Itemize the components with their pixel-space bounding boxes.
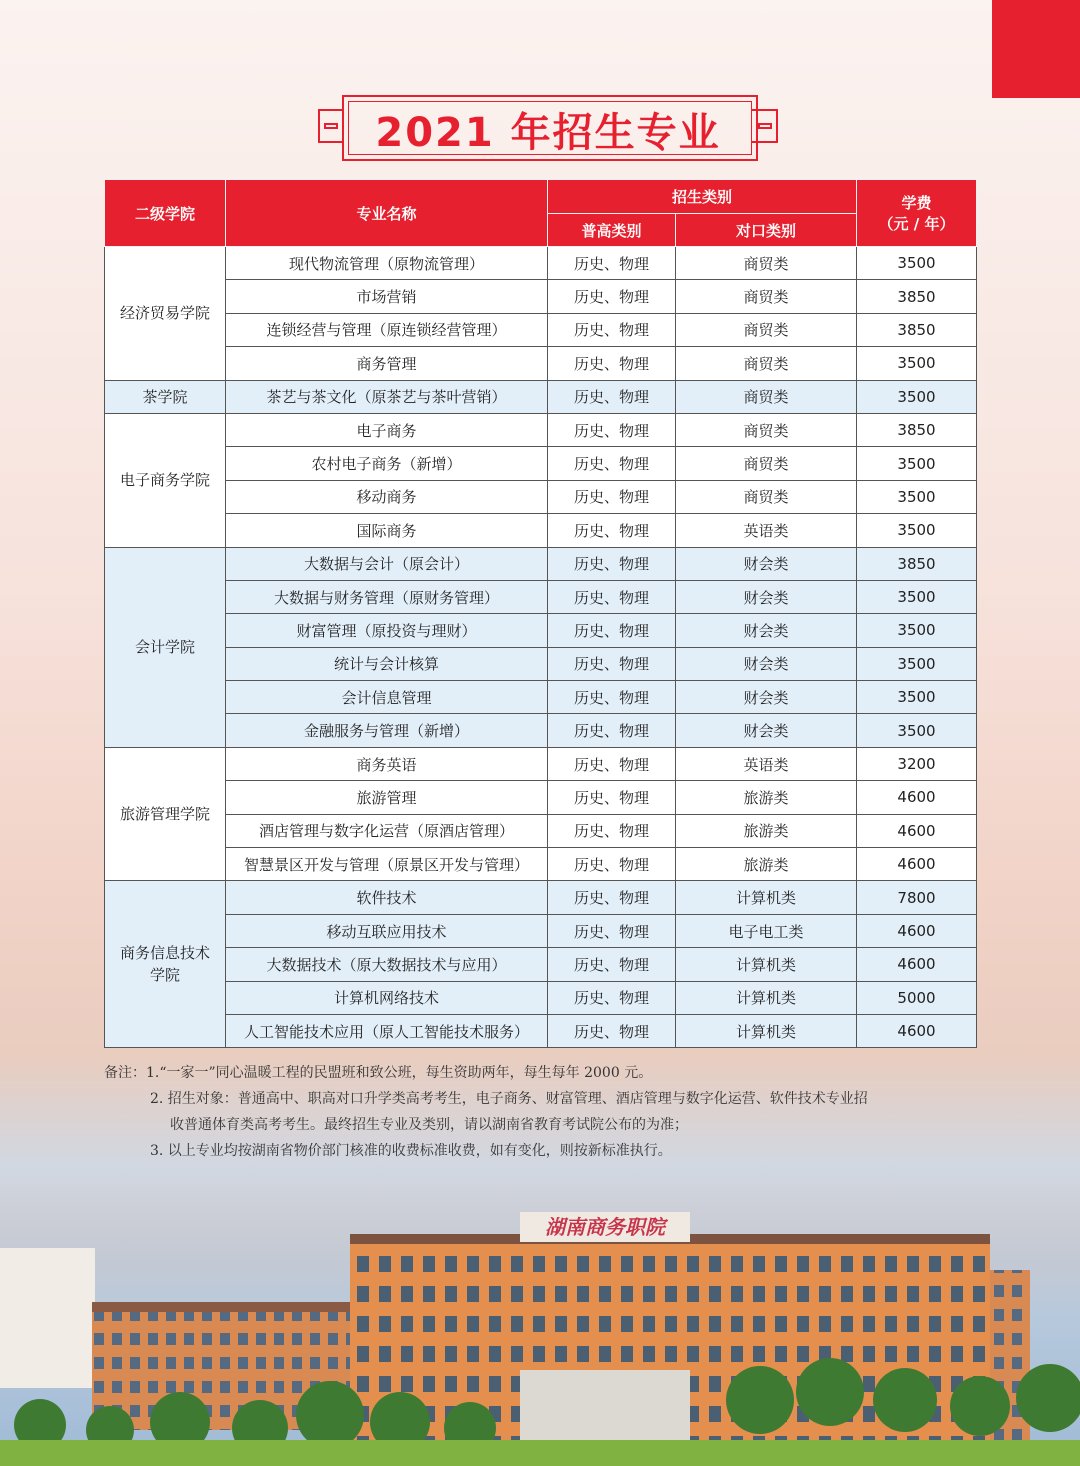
major-cell: 人工智能技术应用（原人工智能技术服务） [226,1014,548,1047]
major-cell: 移动互联应用技术 [226,914,548,947]
vocational-category-cell: 商贸类 [676,280,857,313]
major-cell: 智慧景区开发与管理（原景区开发与管理） [226,848,548,881]
general-category-cell: 历史、物理 [548,480,676,513]
fee-cell: 4600 [857,781,977,814]
fee-cell: 3850 [857,547,977,580]
table-row [105,647,977,680]
table-row [105,614,977,647]
vocational-category-cell: 计算机类 [676,948,857,981]
table-row [105,814,977,847]
major-cell: 大数据与财务管理（原财务管理） [226,580,548,613]
fee-cell: 3500 [857,347,977,380]
general-category-cell: 历史、物理 [548,981,676,1014]
vocational-category-cell: 商贸类 [676,313,857,346]
fee-cell: 3500 [857,514,977,547]
major-cell: 统计与会计核算 [226,647,548,680]
majors-table-body [105,247,977,1048]
fee-cell: 3850 [857,313,977,346]
note-line: 备注：1.“一家一”同心温暖工程的民盟班和致公班，每生资助两年，每生每年 2000 元。 [104,1065,653,1081]
general-category-cell: 历史、物理 [548,447,676,480]
general-category-cell: 历史、物理 [548,313,676,346]
general-category-cell: 历史、物理 [548,814,676,847]
major-cell: 连锁经营与管理（原连锁经营管理） [226,313,548,346]
general-category-cell: 历史、物理 [548,280,676,313]
vocational-category-cell: 商贸类 [676,380,857,413]
general-category-cell: 历史、物理 [548,647,676,680]
major-cell: 酒店管理与数字化运营（原酒店管理） [226,814,548,847]
college-cell: 经济贸易学院 [105,247,226,381]
general-category-cell: 历史、物理 [548,781,676,814]
table-row [105,580,977,613]
fee-cell: 3500 [857,614,977,647]
fee-cell: 3500 [857,681,977,714]
fee-cell: 3850 [857,413,977,446]
major-cell: 现代物流管理（原物流管理） [226,247,548,280]
table-row [105,347,977,380]
table-row [105,547,977,580]
vocational-category-cell: 商贸类 [676,447,857,480]
major-cell: 财富管理（原投资与理财） [226,614,548,647]
table-row [105,447,977,480]
major-cell: 移动商务 [226,480,548,513]
major-cell: 电子商务 [226,413,548,446]
note-line: 2. 招生对象：普通高中、职高对口升学类高考考生，电子商务、财富管理、酒店管理与数字化运营、软件技术专业招 [150,1091,868,1107]
vocational-category-cell: 计算机类 [676,881,857,914]
general-category-cell: 历史、物理 [548,380,676,413]
table-row [105,747,977,780]
fee-cell: 5000 [857,981,977,1014]
campus-sign-text: 湖南商务职院 [545,1215,665,1239]
table-row [105,247,977,280]
college-cell: 茶学院 [105,380,226,413]
vocational-category-cell: 财会类 [676,614,857,647]
header-category-group: 招生类别 [548,180,857,214]
major-cell: 大数据技术（原大数据技术与应用） [226,948,548,981]
major-cell: 农村电子商务（新增） [226,447,548,480]
fee-cell: 3850 [857,280,977,313]
major-cell: 茶艺与茶文化（原茶艺与茶叶营销） [226,380,548,413]
vocational-category-cell: 财会类 [676,547,857,580]
college-cell: 旅游管理学院 [105,747,226,881]
major-cell: 旅游管理 [226,781,548,814]
header-major: 专业名称 [226,180,548,247]
fee-cell: 3500 [857,247,977,280]
major-cell: 计算机网络技术 [226,981,548,1014]
table-row [105,914,977,947]
majors-table [104,179,977,1048]
vocational-category-cell: 旅游类 [676,848,857,881]
vocational-category-cell: 商贸类 [676,413,857,446]
table-row [105,514,977,547]
fee-cell: 3200 [857,747,977,780]
major-cell: 软件技术 [226,881,548,914]
fee-cell: 3500 [857,647,977,680]
table-row [105,948,977,981]
table-row [105,1014,977,1047]
major-cell: 商务英语 [226,747,548,780]
fee-cell: 3500 [857,447,977,480]
far-building-left [0,1248,95,1388]
vocational-category-cell: 财会类 [676,580,857,613]
building-entrance [520,1370,690,1450]
general-category-cell: 历史、物理 [548,747,676,780]
table-row [105,848,977,881]
table-row [105,280,977,313]
general-category-cell: 历史、物理 [548,914,676,947]
note-line: 3. 以上专业均按湖南省物价部门核准的收费标准收费，如有变化，则按新标准执行。 [150,1143,672,1159]
header-general: 普高类别 [548,214,676,247]
notes-section [104,1060,984,1164]
lawn [0,1440,1080,1466]
header-fee [857,180,977,247]
vocational-category-cell: 旅游类 [676,814,857,847]
vocational-category-cell: 商贸类 [676,480,857,513]
major-cell: 商务管理 [226,347,548,380]
fee-cell: 3500 [857,480,977,513]
table-row [105,781,977,814]
fee-cell: 4600 [857,914,977,947]
vocational-category-cell: 英语类 [676,514,857,547]
title-banner [318,95,778,159]
general-category-cell: 历史、物理 [548,347,676,380]
major-cell: 金融服务与管理（新增） [226,714,548,747]
table-row [105,413,977,446]
fee-cell: 4600 [857,1014,977,1047]
fee-cell: 7800 [857,881,977,914]
vocational-category-cell: 财会类 [676,647,857,680]
corner-accent-block [992,0,1080,98]
college-cell: 电子商务学院 [105,413,226,547]
vocational-category-cell: 财会类 [676,714,857,747]
major-cell: 大数据与会计（原会计） [226,547,548,580]
general-category-cell: 历史、物理 [548,247,676,280]
fee-cell: 3500 [857,580,977,613]
general-category-cell: 历史、物理 [548,681,676,714]
vocational-category-cell: 商贸类 [676,247,857,280]
table-row [105,881,977,914]
general-category-cell: 历史、物理 [548,881,676,914]
header-fee-unit: （元 / 年） [878,215,955,233]
vocational-category-cell: 电子电工类 [676,914,857,947]
vocational-category-cell: 旅游类 [676,781,857,814]
general-category-cell: 历史、物理 [548,948,676,981]
fee-cell: 4600 [857,814,977,847]
college-cell: 会计学院 [105,547,226,747]
fee-cell: 3500 [857,714,977,747]
vocational-category-cell: 商贸类 [676,347,857,380]
general-category-cell: 历史、物理 [548,848,676,881]
vocational-category-cell: 英语类 [676,747,857,780]
fee-cell: 3500 [857,380,977,413]
table-row [105,480,977,513]
college-cell: 商务信息技术学院 [105,881,226,1048]
general-category-cell: 历史、物理 [548,714,676,747]
general-category-cell: 历史、物理 [548,580,676,613]
fee-cell: 4600 [857,848,977,881]
vocational-category-cell: 计算机类 [676,1014,857,1047]
general-category-cell: 历史、物理 [548,614,676,647]
major-cell: 市场营销 [226,280,548,313]
vocational-category-cell: 计算机类 [676,981,857,1014]
general-category-cell: 历史、物理 [548,1014,676,1047]
table-row [105,681,977,714]
table-row [105,714,977,747]
campus-building-illustration [0,1160,1080,1466]
header-vocational: 对口类别 [676,214,857,247]
general-category-cell: 历史、物理 [548,514,676,547]
table-row [105,380,977,413]
header-college: 二级学院 [105,180,226,247]
page-title: 2021 年招生专业 [375,110,721,156]
table-row [105,313,977,346]
header-fee-label: 学费 [901,194,932,212]
vocational-category-cell: 财会类 [676,681,857,714]
note-line: 收普通体育类高考考生。最终招生专业及类别，请以湖南省教育考试院公布的为准； [170,1117,688,1133]
general-category-cell: 历史、物理 [548,413,676,446]
major-cell: 国际商务 [226,514,548,547]
major-cell: 会计信息管理 [226,681,548,714]
fee-cell: 4600 [857,948,977,981]
table-row [105,981,977,1014]
general-category-cell: 历史、物理 [548,547,676,580]
